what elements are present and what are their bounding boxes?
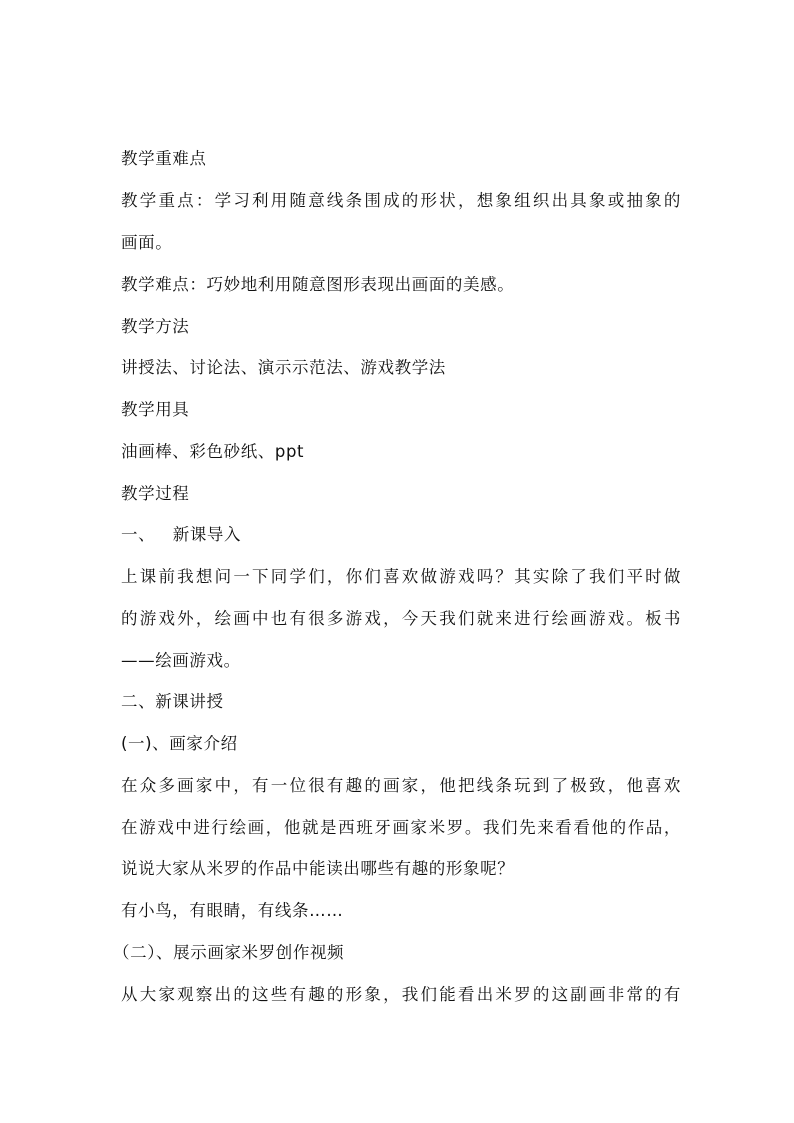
paragraph-key-points: 教学重点：学习利用随意线条围成的形状，想象组织出具象或抽象的 [121, 191, 681, 210]
heading-key-difficult-points: 教学重难点 [121, 149, 207, 168]
heading-new-lesson-intro: 一、 新课导入 [121, 525, 242, 544]
paragraph-observation: 从大家观察出的这些有趣的形象，我们能看出米罗的这副画非常的有 [121, 985, 681, 1004]
heading-teaching-tools: 教学用具 [121, 400, 190, 419]
heading-new-lesson-teaching: 二、新课讲授 [121, 692, 224, 711]
heading-teaching-methods: 教学方法 [121, 317, 190, 336]
paragraph-intro-line-2: 的游戏外，绘画中也有很多游戏，今天我们就来进行绘画游戏。板书 [121, 609, 681, 628]
heading-teaching-process: 教学过程 [121, 484, 190, 503]
paragraph-difficult-points: 教学难点：巧妙地利用随意图形表现出画面的美感。 [121, 275, 515, 294]
paragraph-teaching-methods: 讲授法、讨论法、演示示范法、游戏教学法 [121, 358, 446, 377]
paragraph-painter-line-1: 在众多画家中，有一位很有趣的画家，他把线条玩到了极致，他喜欢 [121, 776, 681, 795]
heading-painter-intro: (一)、画家介绍 [121, 734, 238, 753]
paragraph-answer: 有小鸟，有眼睛，有线条…… [121, 901, 344, 920]
paragraph-intro-line-1: 上课前我想问一下同学们，你们喜欢做游戏吗？其实除了我们平时做 [121, 567, 681, 586]
paragraph-intro-line-3: ——绘画游戏。 [121, 651, 241, 670]
paragraph-painter-line-2: 在游戏中进行绘画，他就是西班牙画家米罗。我们先来看看他的作品， [121, 818, 681, 837]
paragraph-teaching-tools: 油画棒、彩色砂纸、ppt [121, 442, 305, 461]
heading-video: （二）、展示画家米罗创作视频 [113, 943, 345, 962]
paragraph-painter-line-3: 说说大家从米罗的作品中能读出哪些有趣的形象呢？ [121, 859, 515, 878]
paragraph-key-points-cont: 画面。 [121, 233, 173, 252]
